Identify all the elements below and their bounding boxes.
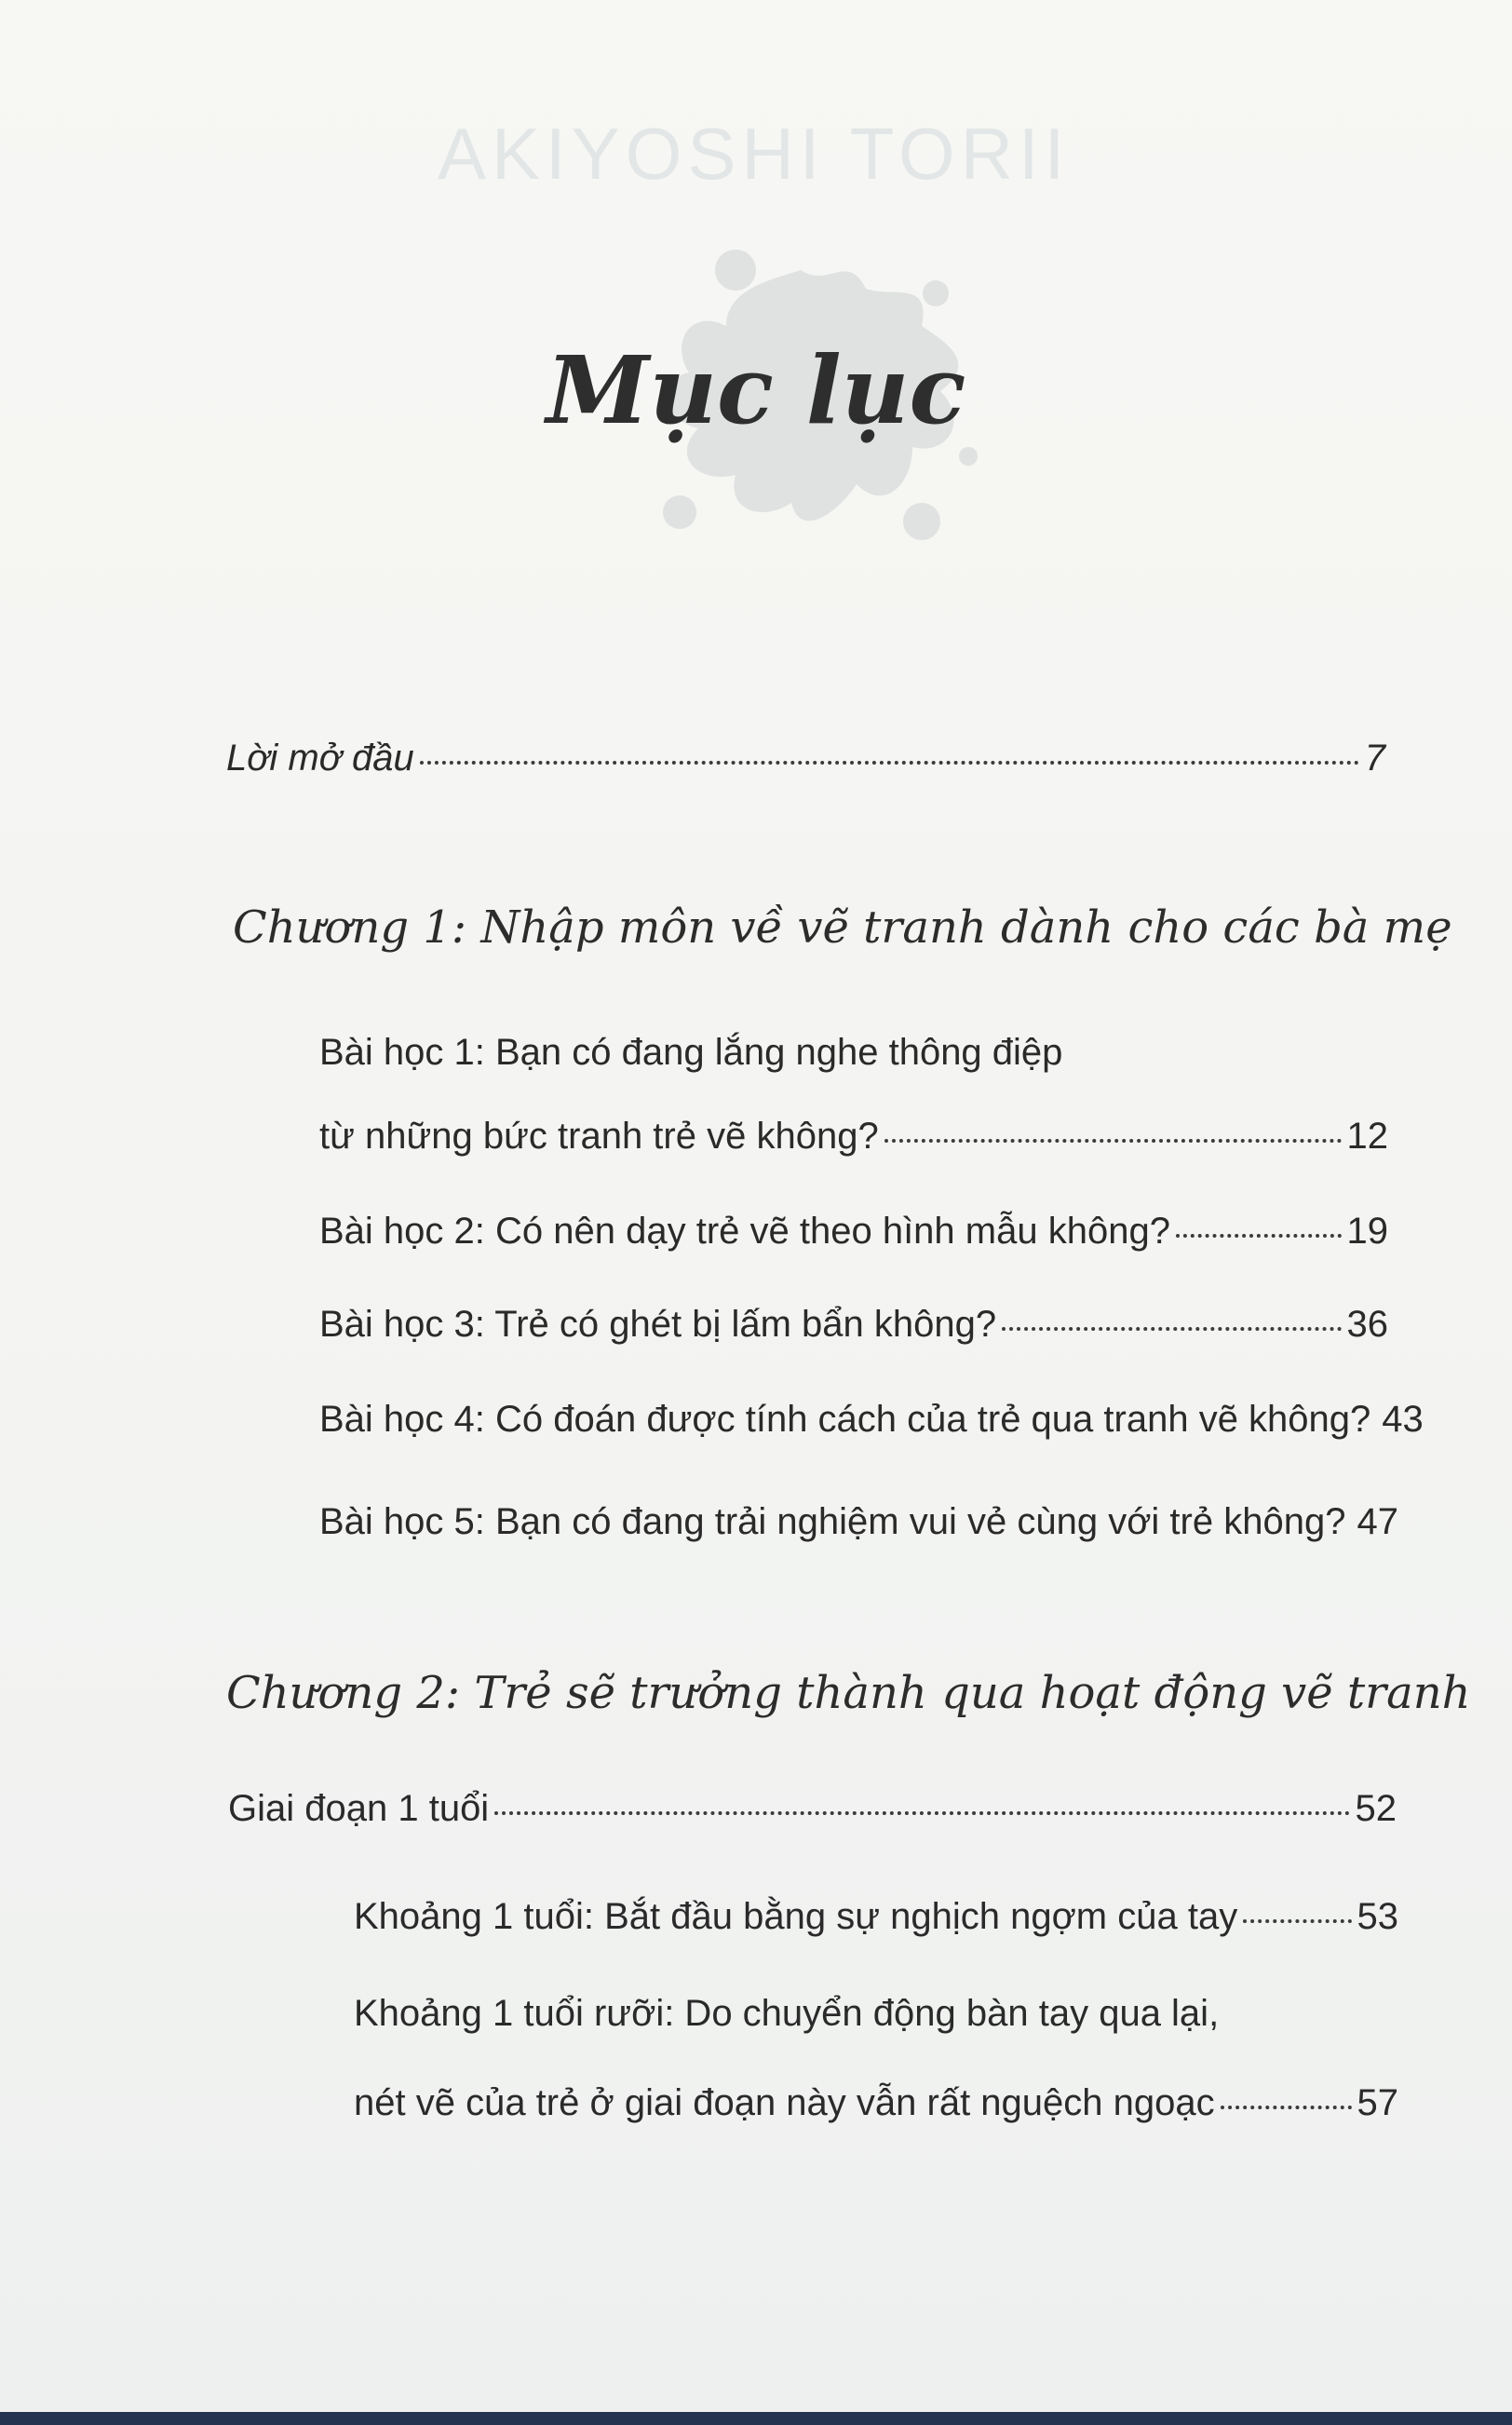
toc-page-number: 52 (1355, 1788, 1397, 1829)
toc-entry-label: Bài học 1: Bạn có đang lắng nghe thông điệp (319, 1032, 1063, 1073)
dot-leader (494, 1811, 1349, 1815)
toc-entry-label: Lời mở đầu (226, 738, 414, 779)
toc-page-number: 57 (1357, 2082, 1398, 2123)
toc-entry-label: Bài học 3: Trẻ có ghét bị lấm bẩn không? (319, 1304, 997, 1345)
toc-entry-label: Bài học 4: Có đoán được tính cách của trẻ qua tranh vẽ không? (319, 1399, 1371, 1440)
toc-entry-lesson-3 (319, 1304, 1388, 1346)
dot-leader (420, 761, 1359, 765)
dot-leader (1002, 1327, 1341, 1331)
toc-entry-label: Khoảng 1 tuổi: Bắt đầu bằng sự nghịch ngợm của tay (354, 1896, 1238, 1937)
toc-entry-label: Bài học 5: Bạn có đang trải nghiệm vui vẻ cùng với trẻ không? (319, 1501, 1346, 1542)
chapter-heading: Chương 2: Trẻ sẽ trưởng thành qua hoạt động vẽ tranh (226, 1667, 1471, 1719)
toc-entry-label: Bài học 2: Có nên dạy trẻ vẽ theo hình mẫu không? (319, 1211, 1170, 1252)
dot-leader (884, 1139, 1342, 1143)
bleed-through-author: AKIYOSHI TORII (438, 113, 1071, 195)
toc-entry-label: nét vẽ của trẻ ở giai đoạn này vẫn rất nguệch ngoạc (354, 2082, 1215, 2123)
toc-entry-sub-2 (354, 2082, 1398, 2124)
toc-page-number: 19 (1346, 1211, 1388, 1252)
toc-entry-stage-1 (228, 1788, 1397, 1830)
toc-page-number: 53 (1357, 1896, 1398, 1937)
toc-entry-lesson-1 (319, 1116, 1388, 1158)
toc-page-number: 7 (1364, 738, 1385, 779)
toc-page-number: 47 (1357, 1501, 1398, 1542)
page-title: Mục lục (546, 335, 966, 445)
toc-page-number: 36 (1346, 1304, 1388, 1345)
toc-entry-lesson-2 (319, 1211, 1388, 1253)
dot-leader (1221, 2106, 1352, 2109)
toc-entry-lesson-4 (319, 1399, 1424, 1441)
toc-entry-sub-1 (354, 1896, 1398, 1938)
toc-entry-lesson-5 (319, 1501, 1398, 1543)
dot-leader (1176, 1234, 1342, 1238)
dot-leader (1243, 1919, 1351, 1923)
chapter-heading: Chương 1: Nhập môn về vẽ tranh dành cho các bà mẹ (233, 901, 1452, 954)
toc-entry-label: từ những bức tranh trẻ vẽ không? (319, 1116, 879, 1157)
toc-entry-label: Khoảng 1 tuổi rưỡi: Do chuyển động bàn tay qua lại, (354, 1993, 1220, 2034)
toc-page-number: 43 (1382, 1399, 1424, 1440)
toc-entry-preface (226, 738, 1385, 779)
toc-entry-label: Giai đoạn 1 tuổi (228, 1788, 490, 1829)
page-bottom-edge (0, 2412, 1512, 2425)
toc-page-number: 12 (1346, 1116, 1388, 1157)
